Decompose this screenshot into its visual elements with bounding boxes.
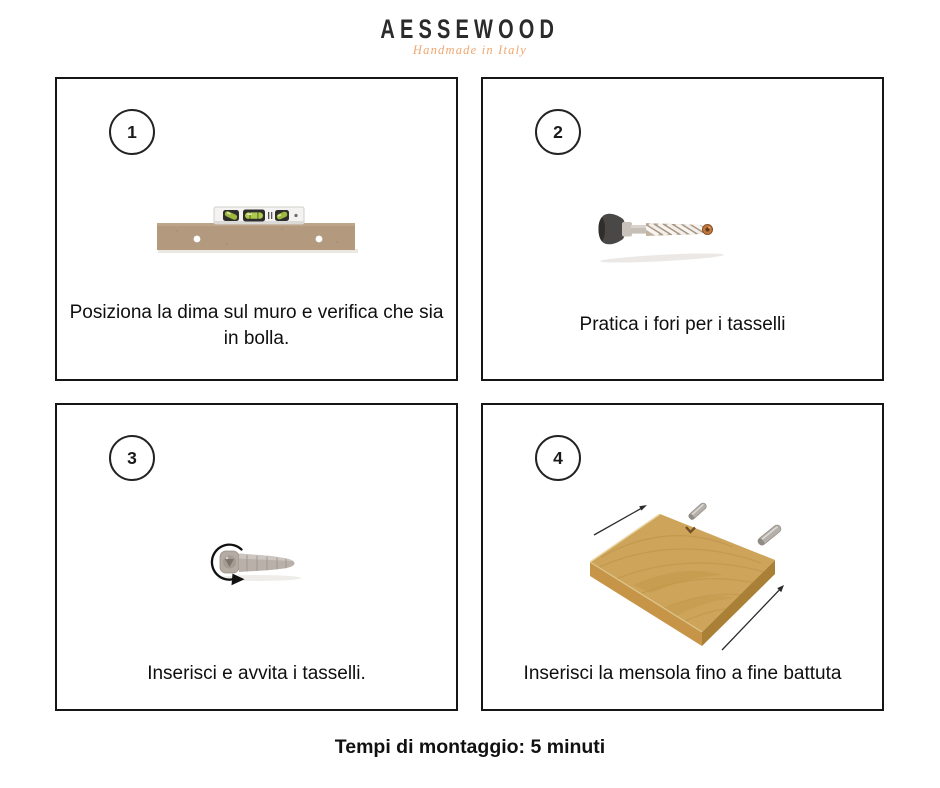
step-number: 2 [553, 121, 563, 142]
step-2-caption: Pratica i fori per i tasselli [579, 314, 786, 335]
level-vial-right [275, 210, 289, 221]
template-hole-left [194, 236, 201, 243]
mounting-pin-top [688, 502, 708, 521]
drill-bit [599, 214, 713, 244]
step-4-number-badge [535, 435, 581, 481]
mounting-pin-right [757, 524, 783, 547]
spirit-level [214, 207, 304, 224]
step-1-caption: Posiziona la dima sul muro e verifica che sia in bolla. [69, 302, 444, 349]
level-pin-dot [294, 214, 297, 217]
template-strip [157, 223, 355, 250]
drill-collar [622, 222, 632, 237]
brand-header [0, 14, 940, 58]
level-vial-center [243, 210, 265, 222]
step-3-number-badge [109, 435, 155, 481]
step-4-caption: Inserisci la mensola fino a fine battuta [523, 663, 842, 684]
step-card-3 [55, 403, 458, 711]
step-card-2 [481, 77, 884, 381]
step-2-number-badge [535, 109, 581, 155]
assembly-time-note: Tempi di montaggio: 5 minuti [334, 736, 606, 758]
step-card-1 [55, 77, 458, 381]
step-1-number-badge [109, 109, 155, 155]
step-3-caption: Inserisci e avvita i tasselli. [147, 663, 366, 684]
drill-bit-shadow [600, 252, 724, 265]
step-number: 3 [127, 447, 137, 468]
drill-tip [703, 225, 713, 235]
level-vial-left [223, 210, 239, 221]
step-number: 1 [127, 121, 137, 142]
step-number: 4 [553, 447, 563, 468]
template-hole-right [316, 236, 323, 243]
wooden-shelf [590, 514, 775, 646]
drill-flutes [639, 222, 712, 237]
brand-tagline: Handmade in Italy [412, 43, 528, 57]
brand-logo: AESSEWOOD [380, 14, 560, 44]
step-card-4 [481, 403, 884, 711]
wall-anchor [220, 551, 295, 573]
